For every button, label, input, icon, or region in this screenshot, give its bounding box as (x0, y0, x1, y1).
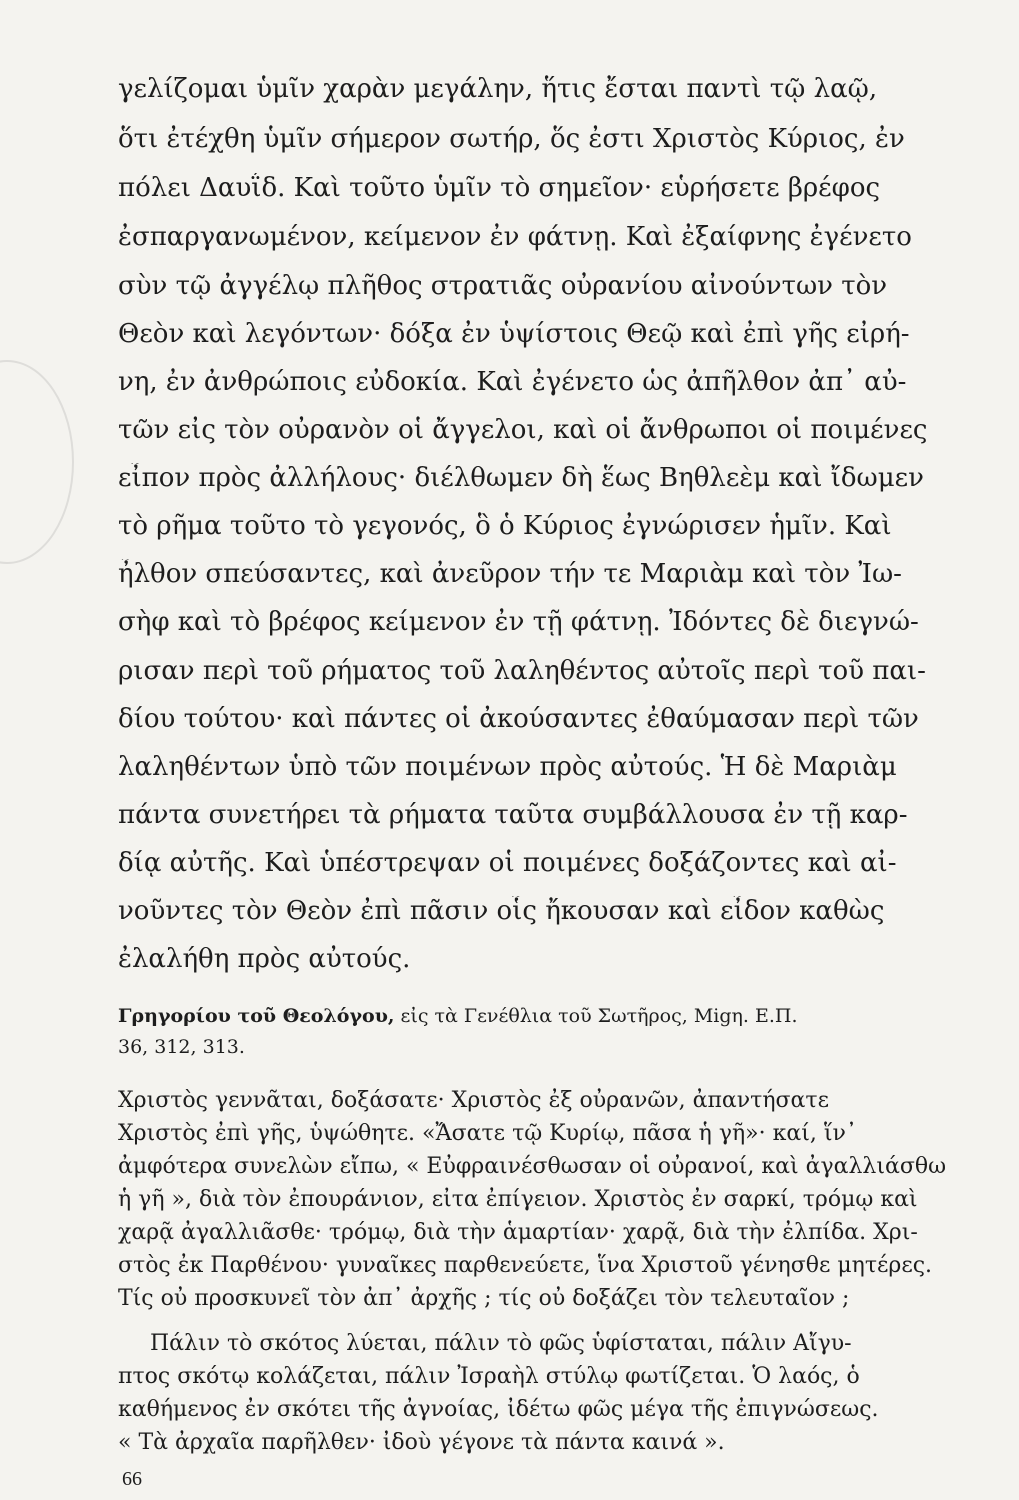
text-line: ἀμφότερα συνελὼν εἴπω, « Εὐφραινέσθωσαν οἱ οὐρανοί, καὶ ἀγαλλιάσθω (118, 1154, 947, 1179)
text-line: λαληθέντων ὑπὸ τῶν ποιμένων πρὸς αὐτούς. Ἡ δὲ Μαριὰμ (118, 752, 897, 782)
text-line: πόλει Δαυΐδ. Καὶ τοῦτο ὑμῖν τὸ σημεῖον· εὑρήσετε βρέφος (118, 173, 881, 203)
text-line: Χριστὸς ἐπὶ γῆς, ὑψώθητε. «Ἄσατε τῷ Κυρίῳ, πᾶσα ἡ γῆ»· καί, ἵν᾿ (118, 1121, 857, 1146)
text-line: ὅτι ἐτέχθη ὑμῖν σήμερον σωτήρ, ὅς ἐστι Χριστὸς Κύριος, ἐν (118, 124, 905, 154)
text-line: πτος σκότῳ κολάζεται, πάλιν Ἰσραὴλ στύλῳ φωτίζεται. Ὁ λαός, ὁ (118, 1364, 860, 1389)
text-line: Τίς οὐ προσκυνεῖ τὸν ἀπ᾿ ἀρχῆς ; τίς οὐ δοξάζει τὸν τελευταῖον ; (118, 1286, 850, 1311)
text-line: τῶν εἰς τὸν οὐρανὸν οἱ ἄγγελοι, καὶ οἱ ἄνθρωποι οἱ ποιμένες (118, 415, 928, 445)
citation-line (118, 1005, 958, 1027)
citation-line: 36, 312, 313. (118, 1036, 245, 1058)
page-stain (0, 360, 74, 564)
text-line: νοῦντες τὸν Θεὸν ἐπὶ πᾶσιν οἷς ἤκουσαν καὶ εἶδον καθὼς (118, 896, 885, 926)
text-line: τὸ ρῆμα τοῦτο τὸ γεγονός, ὃ ὁ Κύριος ἐγνώρισεν ἡμῖν. Καὶ (118, 511, 892, 541)
text-line: σὺν τῷ ἀγγέλῳ πλῆθος στρατιᾶς οὐρανίου αἰνούντων τὸν (118, 271, 888, 301)
text-line: δίᾳ αὐτῆς. Καὶ ὑπέστρεψαν οἱ ποιμένες δοξάζοντες καὶ αἰ- (118, 848, 897, 878)
text-line: ρισαν περὶ τοῦ ρήματος τοῦ λαληθέντος αὐτοῖς περὶ τοῦ παι- (118, 656, 926, 686)
text-line: πάντα συνετήρει τὰ ρήματα ταῦτα συμβάλλουσα ἐν τῇ καρ- (118, 800, 908, 830)
text-line: στὸς ἐκ Παρθένου· γυναῖκες παρθενεύετε, ἵνα Χριστοῦ γένησθε μητέρες. (118, 1253, 933, 1278)
page-number: 66 (122, 1468, 142, 1490)
text-line: χαρᾷ ἀγαλλιᾶσθε· τρόμῳ, διὰ τὴν ἁμαρτίαν· χαρᾷ, διὰ τὴν ἐλπίδα. Χρι- (118, 1220, 918, 1245)
text-line: Θεὸν καὶ λεγόντων· δόξα ἐν ὑψίστοις Θεῷ καὶ ἐπὶ γῆς εἰρή- (118, 319, 910, 349)
text-line: σὴφ καὶ τὸ βρέφος κείμενον ἐν τῇ φάτνῃ. Ἰδόντες δὲ διεγνώ- (118, 607, 919, 637)
text-line: « Τὰ ἀρχαῖα παρῆλθεν· ἰδοὺ γέγονε τὰ πάντα καινά ». (118, 1430, 725, 1455)
text-line: γελίζομαι ὑμῖν χαρὰν μεγάλην, ἥτις ἔσται παντὶ τῷ λαῷ, (118, 74, 878, 104)
text-line: ἦλθον σπεύσαντες, καὶ ἀνεῦρον τήν τε Μαριὰμ καὶ τὸν Ἰω- (118, 559, 902, 589)
text-line: ἡ γῆ », διὰ τὸν ἐπουράνιον, εἶτα ἐπίγειον. Χριστὸς ἐν σαρκί, τρόμῳ καὶ (118, 1187, 918, 1212)
text-line: καθήμενος ἐν σκότει τῆς ἀγνοίας, ἰδέτω φῶς μέγα τῆς ἐπιγνώσεως. (118, 1397, 879, 1422)
text-line: ἐλαλήθη πρὸς αὐτούς. (118, 944, 411, 974)
text-line: δίου τούτου· καὶ πάντες οἱ ἀκούσαντες ἐθαύμασαν περὶ τῶν (118, 704, 919, 734)
text-line: ἐσπαργανωμένον, κείμενον ἐν φάτνῃ. Καὶ ἐξαίφνης ἐγένετο (118, 222, 912, 252)
text-line: εἶπον πρὸς ἀλλήλους· διέλθωμεν δὴ ἕως Βηθλεὲμ καὶ ἴδωμεν (118, 463, 924, 493)
text-line: Πάλιν τὸ σκότος λύεται, πάλιν τὸ φῶς ὑφίσταται, πάλιν Αἴγυ- (150, 1331, 852, 1356)
text-line: νη, ἐν ἀνθρώποις εὐδοκία. Καὶ ἐγένετο ὡς ἀπῆλθον ἀπ᾿ αὐ- (118, 367, 907, 397)
text-line: Χριστὸς γεννᾶται, δοξάσατε· Χριστὸς ἐξ οὐρανῶν, ἀπαντήσατε (118, 1088, 829, 1113)
citation-rest: εἰς τὰ Γενέθλια τοῦ Σωτῆρος, Migη. Ε.Π. (400, 1005, 798, 1027)
citation-author: Γρηγορίου τοῦ Θεολόγου, (118, 1005, 395, 1027)
